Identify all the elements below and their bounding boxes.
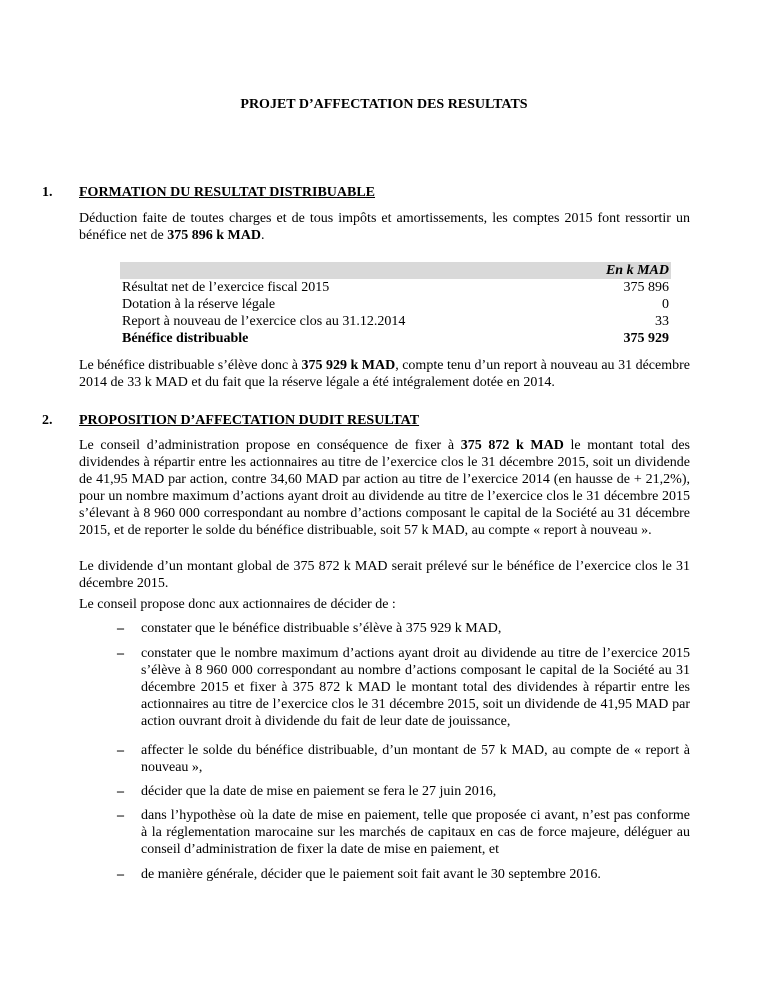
- document-page: PROJET D’AFFECTATION DES RESULTATS 1. FORMATION DU RESULTAT DISTRIBUABLE Déduction faite de toutes charges et de tous impôts et amortissements, les comptes 2015 font ressortir un bénéfice net de 375 896 k MAD. En k MAD Résultat net de l’exercice fiscal 2015 375 896 Dotation à la réserve légale 0 Report à nouveau de l’exercice clos au 31.12.2014 33 Bénéfice distribuable 375 929 Le bénéfice distribuable s’élève donc à 375 929 k MAD, compte tenu d’un report à nouveau au 31 décembre 2014 de 33 k MAD et du fait que la réserve légale a été intégralement dotée en 2014. 2. PROPOSITION D’AFFECTATION DUDIT RESULTAT Le conseil d’administration propose en conséquence de fixer à 375 872 k MAD le montant total des dividendes à répartir entre les actionnaires au titre de l’exercice clos le 31 décembre 2015, soit un dividende de 41,95 MAD par action, contre 34,60 MAD par action au titre de l’exercice 2014 (en hausse de + 21,2%), pour un nombre maximum d’actions ayant droit au dividende au titre de l’exercice clos le 31 décembre 2015 s’élevant à 8 960 000 correspondant au nombre d’actions composant le capital de la Société au 31 décembre 2015, et de reporter le solde du bénéfice distribuable, soit 57 k MAD, au compte « report à nouveau ». Le dividende d’un montant global de 375 872 k MAD serait prélevé sur le bénéfice de l’exercice clos le 31 décembre 2015. Le conseil propose donc aux actionnaires de décider de : – constater que le bénéfice distribuable s’élève à 375 929 k MAD, – constater que le nombre maximum d’actions ayant droit au dividende au titre de l’exercice 2015 s’élève à 8 960 000 correspondant au nombre d’actions composant le capital de la Société au 31 décembre 2015 et fixer à 375 872 k MAD le montant total des dividendes à répartir entre les actionnaires au titre de l’exercice clos le 31 décembre 2015, soit un dividende de 41,95 MAD par action ouvrant droit à dividende du fait de leur date de jouissance, – affecter le solde du bénéfice distribuable, d’un montant de 57 k MAD, au compte de « report à nouveau », – décider que la date de mise en paiement se fera le 27 juin 2016, – dans l’hypothèse où la date de mise en paiement, telle que proposée ci avant, n’est pas conforme à la réglementation marocaine sur les marchés de capitaux en cas de force majeure, déléguer au conseil d’administration de fixer la date de mise en paiement, et – de manière générale, décider que le paiement soit fait avant le 30 septembre 2016.: [0, 0, 768, 994]
- section-2-number: 2.: [42, 413, 53, 428]
- dash-bullet: –: [117, 621, 124, 636]
- dash-bullet: –: [117, 808, 124, 823]
- dash-bullet: –: [117, 646, 124, 661]
- section-2-paragraph-2: Le dividende d’un montant global de 375 872 k MAD serait prélevé sur le bénéfice de l’exercice clos le 31 décembre 2015.: [79, 559, 690, 591]
- table-total-row: Bénéfice distribuable 375 929: [122, 331, 669, 346]
- section-1-heading: [42, 184, 375, 201]
- section-1-intro: Déduction faite de toutes charges et de tous impôts et amortissements, les comptes 2015 font ressortir un bénéfice net de 375 896 k MAD.: [79, 211, 690, 243]
- section-1-number: 1.: [42, 185, 53, 200]
- table-header-row: [120, 262, 671, 279]
- page-title: PROJET D’AFFECTATION DES RESULTATS: [240, 97, 528, 112]
- table-row: Dotation à la réserve légale 0: [122, 297, 669, 312]
- section-1-title: FORMATION DU RESULTAT DISTRIBUABLE: [79, 185, 376, 200]
- distributable-profit-amount: 375 929 k MAD: [301, 358, 396, 373]
- section-2-title: PROPOSITION D’AFFECTATION DUDIT RESULTAT: [79, 413, 420, 428]
- dash-bullet: –: [117, 784, 124, 799]
- dash-bullet: –: [117, 743, 124, 758]
- table-unit-label: En k MAD: [547, 262, 671, 279]
- section-2-paragraph-3: Le conseil propose donc aux actionnaires de décider de :: [79, 597, 396, 612]
- financial-table: [120, 262, 671, 347]
- dash-bullet: –: [117, 867, 124, 882]
- table-row: Report à nouveau de l’exercice clos au 31.12.2014 33: [122, 314, 669, 329]
- section-2-heading: [42, 412, 419, 429]
- table-row: Résultat net de l’exercice fiscal 2015 375 896: [122, 280, 669, 295]
- section-1-conclusion: Le bénéfice distribuable s’élève donc à 375 929 k MAD, compte tenu d’un report à nouveau au 31 décembre 2014 de 33 k MAD et du fait que la réserve légale a été intégralement dotée en 2014.: [79, 358, 690, 390]
- section-2-paragraph-1: Le conseil d’administration propose en conséquence de fixer à 375 872 k MAD le montant total des dividendes à répartir entre les actionnaires au titre de l’exercice clos le 31 décembre 2015, soit un dividende de 41,95 MAD par action, contre 34,60 MAD par action au titre de l’exercice 2014 (en hausse de + 21,2%), pour un nombre maximum d’actions ayant droit au dividende au titre de l’exercice clos le 31 décembre 2015 s’élevant à 8 960 000 correspondant au nombre d’actions composant le capital de la Société au 31 décembre 2015, et de reporter le solde du bénéfice distribuable, soit 57 k MAD, au compte « report à nouveau ».: [79, 438, 690, 538]
- total-dividend-amount: 375 872 k MAD: [460, 438, 564, 453]
- net-profit-amount: 375 896 k MAD: [167, 228, 261, 243]
